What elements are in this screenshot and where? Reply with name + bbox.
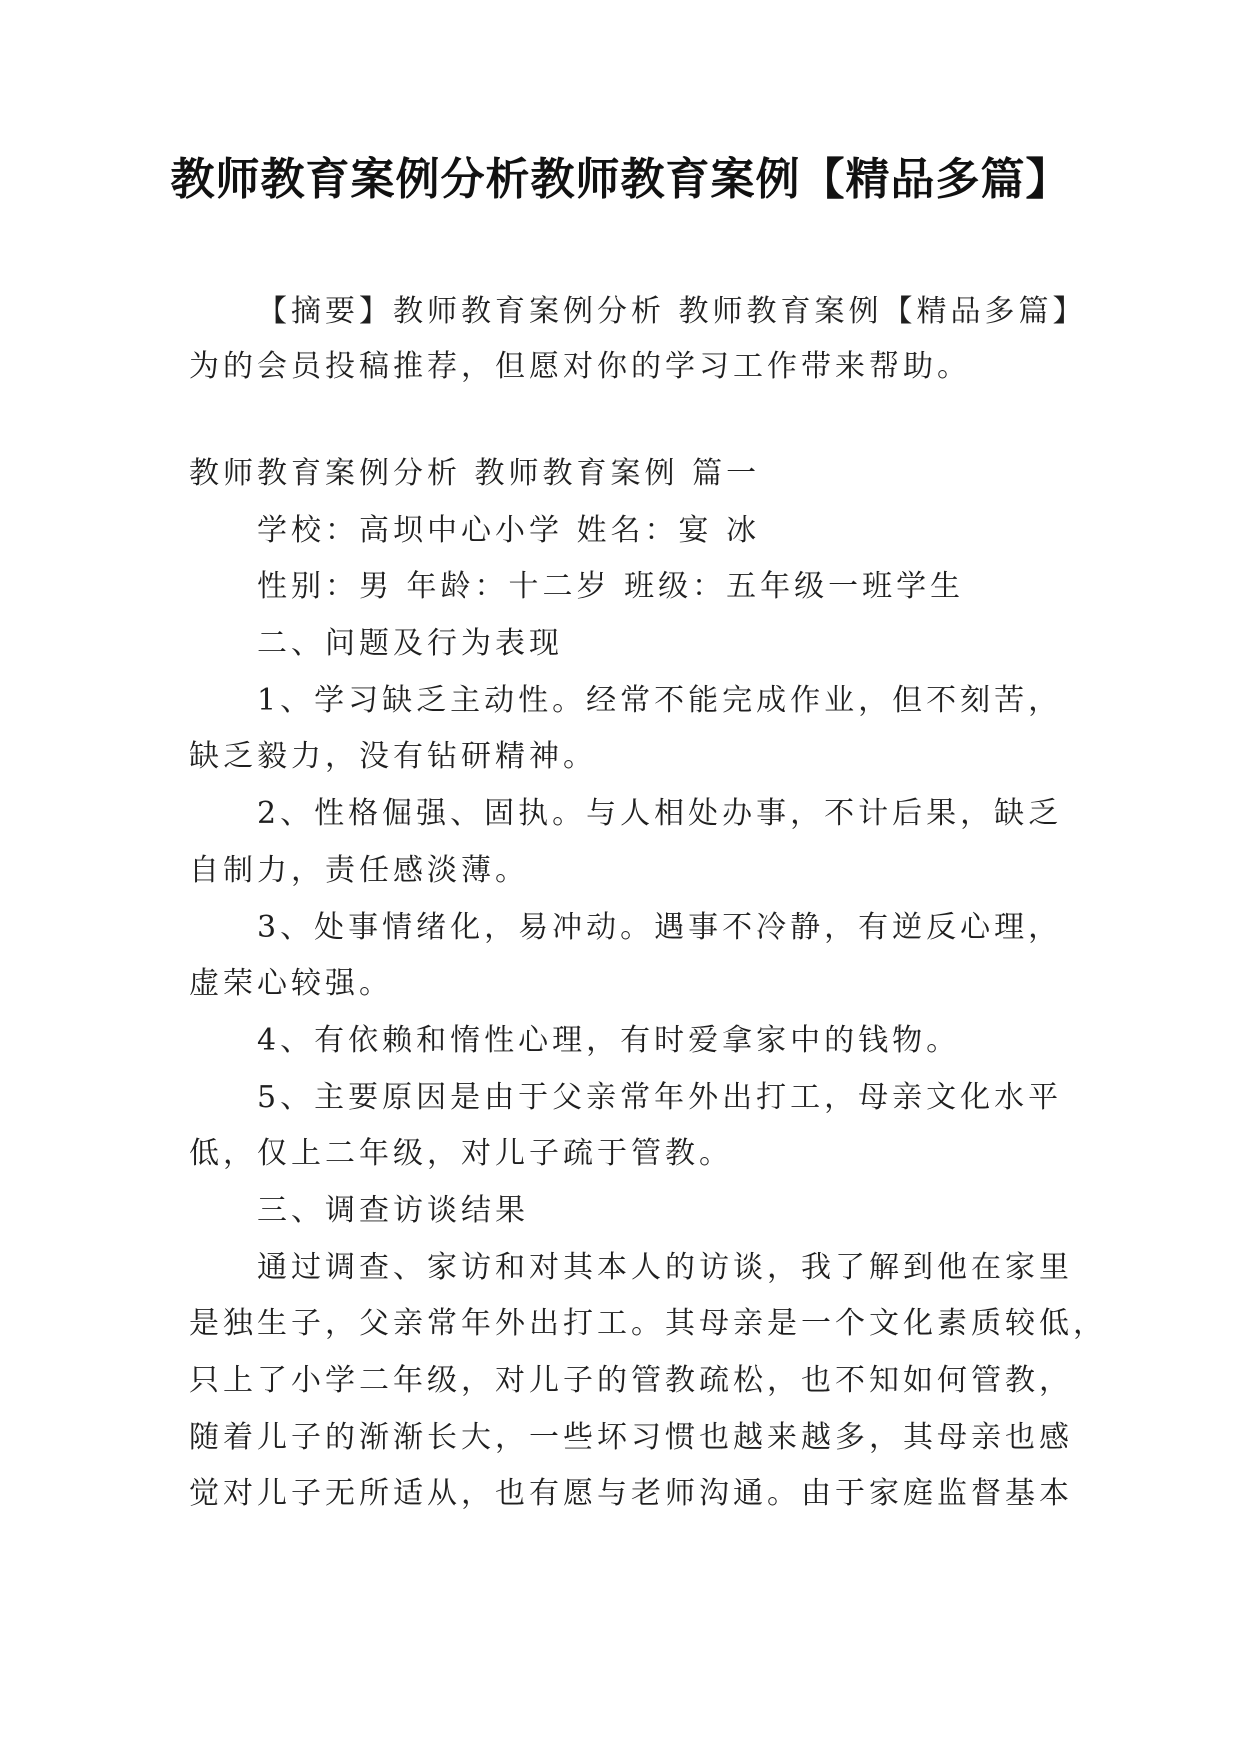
section-heading-survey: 三、调查访谈结果 [257,1193,529,1228]
section-heading-1: 教师教育案例分析 教师教育案例 篇一 [189,456,761,491]
problem-5-line-1: 5、主要原因是由于父亲常年外出打工，母亲文化水平 [257,1080,1063,1115]
survey-line-4: 随着儿子的渐渐长大，一些坏习惯也越来越多，其母亲也感 [189,1420,1073,1455]
survey-line-5: 觉对儿子无所适从，也有愿与老师沟通。由于家庭监督基本 [189,1476,1073,1511]
problem-3-line-1: 3、处事情绪化，易冲动。遇事不冷静，有逆反心理， [257,910,1063,945]
problem-2-line-1: 2、性格倔强、固执。与人相处办事，不计后果，缺乏 [257,796,1063,831]
document-title: 教师教育案例分析教师教育案例【精品多篇】 [170,154,1071,205]
problem-1-line-2: 缺乏毅力，没有钻研精神。 [189,739,597,774]
section-heading-problems: 二、问题及行为表现 [257,626,563,661]
problem-5-line-2: 低，仅上二年级，对儿子疏于管教。 [189,1136,733,1171]
problem-2-line-2: 自制力，责任感淡薄。 [189,853,529,888]
survey-line-2: 是独生子，父亲常年外出打工。其母亲是一个文化素质较低， [189,1306,1107,1341]
abstract-line-1: 【摘要】教师教育案例分析 教师教育案例【精品多篇】 [257,294,1087,329]
survey-line-3: 只上了小学二年级，对儿子的管教疏松，也不知如何管教， [189,1363,1073,1398]
survey-line-1: 通过调查、家访和对其本人的访谈，我了解到他在家里 [257,1250,1073,1285]
problem-1-line-1: 1、学习缺乏主动性。经常不能完成作业，但不刻苦， [257,683,1063,718]
abstract-line-2: 为的会员投稿推荐，但愿对你的学习工作带来帮助。 [189,349,971,384]
info-school-name: 学校：高坝中心小学 姓名：宴 冰 [257,513,761,548]
problem-4-line-1: 4、有依赖和惰性心理，有时爱拿家中的钱物。 [257,1023,961,1058]
problem-3-line-2: 虚荣心较强。 [189,966,393,1001]
info-gender-age-class: 性别：男 年龄：十二岁 班级：五年级一班学生 [257,569,965,604]
